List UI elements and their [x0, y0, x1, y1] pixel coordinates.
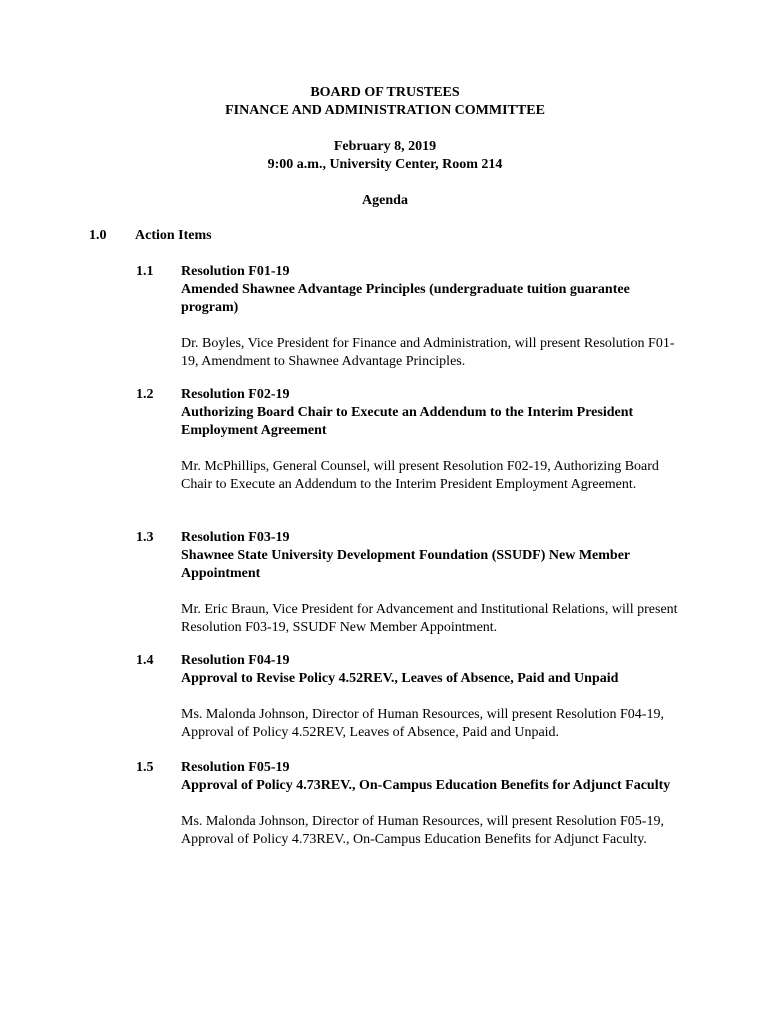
resolution-title: Approval of Policy 4.73REV., On-Campus Education Benefits for Adjunct Faculty	[181, 778, 671, 793]
resolution-id: Resolution F03-19	[181, 530, 290, 545]
item-body	[181, 386, 681, 494]
resolution-description: Ms. Malonda Johnson, Director of Human Resources, will present Resolution F04-19, Approval of Policy 4.52REV, Leaves of Absence, Paid and Unpaid.	[181, 707, 664, 740]
resolution-description: Mr. McPhillips, General Counsel, will present Resolution F02-19, Authorizing Board Chair to Execute an Addendum to the Interim President Employment Agreement.	[181, 459, 659, 492]
board-title: BOARD OF TRUSTEES	[310, 85, 460, 100]
item-body	[181, 263, 681, 371]
agenda-heading	[0, 192, 770, 210]
resolution-description: Ms. Malonda Johnson, Director of Human Resources, will present Resolution F05-19, Approval of Policy 4.73REV., On-Campus Education Benefits for Adjunct Faculty.	[181, 814, 664, 847]
item-body	[181, 652, 681, 742]
committee-title: FINANCE AND ADMINISTRATION COMMITTEE	[225, 103, 545, 118]
agenda-label: Agenda	[362, 193, 408, 208]
resolution-description: Dr. Boyles, Vice President for Finance and Administration, will present Resolution F01-19, Amendment to Shawnee Advantage Principles.	[181, 336, 675, 369]
item-number: 1.2	[136, 387, 154, 402]
resolution-title: Authorizing Board Chair to Execute an Addendum to the Interim President Employment Agreement	[181, 405, 634, 438]
header-title-block	[0, 84, 770, 120]
item-number: 1.3	[136, 530, 154, 545]
item-number: 1.4	[136, 653, 154, 668]
meeting-date: February 8, 2019	[333, 139, 437, 154]
item-body	[181, 529, 681, 637]
resolution-title: Amended Shawnee Advantage Principles (undergraduate tuition guarantee program)	[181, 282, 630, 315]
resolution-title: Approval to Revise Policy 4.52REV., Leaves of Absence, Paid and Unpaid	[181, 671, 619, 686]
resolution-id: Resolution F05-19	[181, 760, 290, 775]
section-title: Action Items	[135, 228, 212, 243]
item-number: 1.5	[136, 760, 154, 775]
item-body	[181, 759, 681, 849]
meeting-time-location: 9:00 a.m., University Center, Room 214	[267, 157, 503, 172]
resolution-title: Shawnee State University Development Foundation (SSUDF) New Member Appointment	[181, 548, 630, 581]
resolution-id: Resolution F01-19	[181, 264, 290, 279]
resolution-id: Resolution F02-19	[181, 387, 290, 402]
meeting-info-block	[0, 138, 770, 174]
item-number: 1.1	[136, 264, 154, 279]
resolution-description: Mr. Eric Braun, Vice President for Advancement and Institutional Relations, will present Resolution F03-19, SSUDF New Member Appointment.	[181, 602, 678, 635]
section-number: 1.0	[89, 228, 107, 243]
resolution-id: Resolution F04-19	[181, 653, 290, 668]
